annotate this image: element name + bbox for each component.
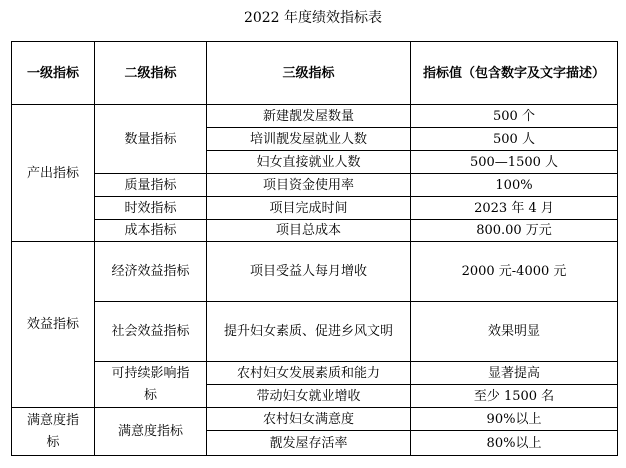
table-row: [12, 242, 618, 302]
header-level1: 一级指标: [12, 42, 95, 105]
value-cell: 500 人: [411, 128, 618, 151]
level3-cell: 新建靓发屋数量: [207, 105, 411, 128]
level2-quality: 质量指标: [95, 174, 207, 197]
level3-cell: 项目受益人每月增收: [207, 242, 411, 302]
level2-economic: 经济效益指标: [95, 242, 207, 302]
page-title: 2022 年度绩效指标表: [243, 10, 383, 26]
level3-cell: 培训靓发屋就业人数: [207, 128, 411, 151]
table-row: [12, 362, 618, 385]
level3-cell: 项目总成本: [207, 220, 411, 242]
table-row: [12, 302, 618, 362]
level2-sustain: 可持续影响指标: [95, 362, 207, 408]
value-cell: 500—1500 人: [411, 151, 618, 174]
level3-cell: 妇女直接就业人数: [207, 151, 411, 174]
header-value: 指标值（包含数字及文字描述）: [411, 42, 618, 105]
value-cell: 2023 年 4 月: [411, 197, 618, 220]
level1-output: 产出指标: [12, 105, 95, 242]
value-cell: 90%以上: [411, 408, 618, 431]
table-row: [12, 220, 618, 242]
value-cell: 500 个: [411, 105, 618, 128]
level3-cell: 项目资金使用率: [207, 174, 411, 197]
value-cell: 80%以上: [411, 431, 618, 456]
table-row: [12, 174, 618, 197]
level2-satisfaction: 满意度指标: [95, 408, 207, 456]
level3-cell: 农村妇女满意度: [207, 408, 411, 431]
level3-cell: 靓发屋存活率: [207, 431, 411, 456]
value-cell: 效果明显: [411, 302, 618, 362]
level3-cell: 提升妇女素质、促进乡风文明: [207, 302, 411, 362]
value-cell: 800.00 万元: [411, 220, 618, 242]
table-row: [12, 408, 618, 431]
table-row: [12, 197, 618, 220]
level3-cell: 项目完成时间: [207, 197, 411, 220]
value-cell: 2000 元-4000 元: [411, 242, 618, 302]
table-row: [12, 105, 618, 128]
value-cell: 至少 1500 名: [411, 385, 618, 408]
level2-cost: 成本指标: [95, 220, 207, 242]
header-level2: 二级指标: [95, 42, 207, 105]
level2-timeliness: 时效指标: [95, 197, 207, 220]
header-row: [12, 42, 618, 105]
performance-indicator-table: [11, 41, 618, 456]
level3-cell: 农村妇女发展素质和能力: [207, 362, 411, 385]
level2-social: 社会效益指标: [95, 302, 207, 362]
header-level3: 三级指标: [207, 42, 411, 105]
level1-satisfaction: 满意度指标: [12, 408, 95, 456]
level2-quantity: 数量指标: [95, 105, 207, 174]
value-cell: 显著提高: [411, 362, 618, 385]
value-cell: 100%: [411, 174, 618, 197]
level3-cell: 带动妇女就业增收: [207, 385, 411, 408]
level1-benefit: 效益指标: [12, 242, 95, 408]
